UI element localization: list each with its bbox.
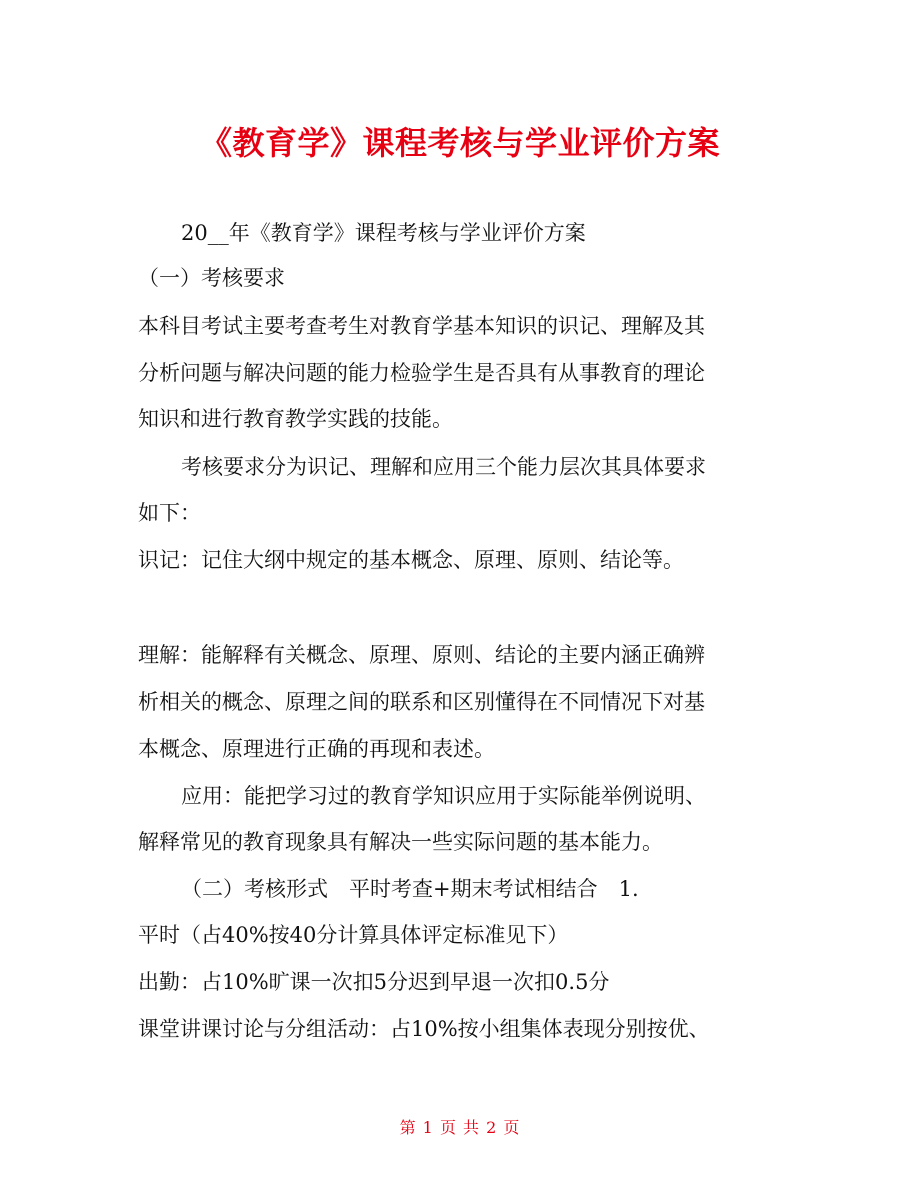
body-line: 理解：能解释有关概念、原理、原则、结论的主要内涵正确辨 xyxy=(138,643,705,667)
body-line: 课堂讲课讨论与分组活动：占10%按小组集体表现分别按优、 xyxy=(138,1017,710,1041)
body-line: 识记：记住大纲中规定的基本概念、原理、原则、结论等。 xyxy=(138,548,684,572)
body-line: 出勤：占10%旷课一次扣5分迟到早退一次扣0.5分 xyxy=(138,970,610,994)
body-line: 析相关的概念、原理之间的联系和区别懂得在不同情况下对基 xyxy=(138,690,705,714)
body-line: 20__年《教育学》课程考核与学业评价方案 xyxy=(181,221,586,245)
body-line: 知识和进行教育教学实践的技能。 xyxy=(138,407,453,431)
body-line: 解释常见的教育现象具有解决一些实际问题的基本能力。 xyxy=(138,830,663,854)
body-line: 分析问题与解决问题的能力检验学生是否具有从事教育的理论 xyxy=(138,361,705,385)
body-line: 本概念、原理进行正确的再现和表述。 xyxy=(138,737,495,761)
section-heading: （二）考核形式 平时考查+期末考试相结合 1. xyxy=(181,877,639,901)
page-footer: 第 1 页 共 2 页 xyxy=(399,1118,521,1137)
body-line: 如下： xyxy=(138,501,201,525)
body-line: 本科目考试主要考查考生对教育学基本知识的识记、理解及其 xyxy=(138,314,705,338)
body-line: 平时（占40%按40分计算具体评定标准见下） xyxy=(138,923,569,947)
page-title: 《教育学》课程考核与学业评价方案 xyxy=(199,124,720,162)
section-heading: （一）考核要求 xyxy=(138,266,285,290)
body-line: 考核要求分为识记、理解和应用三个能力层次其具体要求 xyxy=(181,455,706,479)
body-line: 应用：能把学习过的教育学知识应用于实际能举例说明、 xyxy=(181,784,706,808)
